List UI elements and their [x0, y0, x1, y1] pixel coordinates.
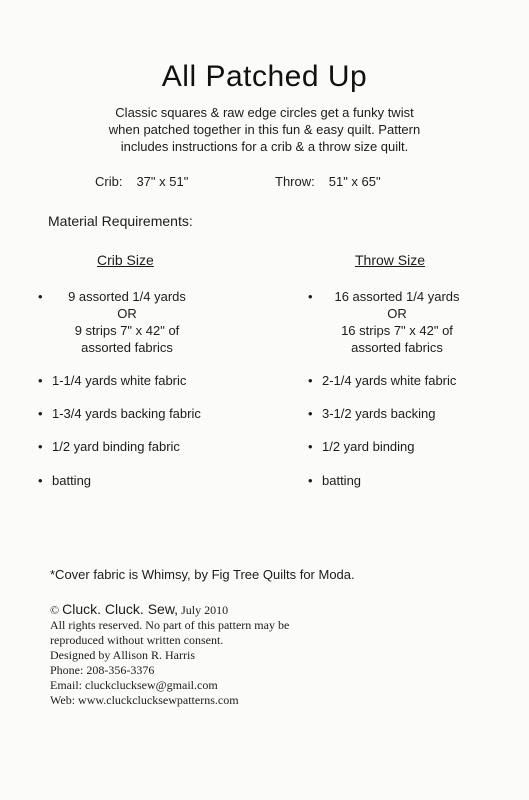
phone-line: Phone: 208-356-3376 [50, 663, 155, 677]
bullet-icon: • [38, 373, 43, 388]
intro-paragraph [40, 104, 489, 155]
brand-name: Cluck. Cluck. Sew, [62, 601, 179, 617]
copyright-icon: © [50, 603, 60, 617]
throw-item2: 2-1/4 yards white fabric [322, 373, 457, 388]
web-line: Web: www.cluckclucksewpatterns.com [50, 693, 239, 707]
rights-line: reproduced without written consent. [50, 633, 224, 647]
list-item [38, 438, 180, 455]
footer-credits [50, 602, 289, 708]
bullet-icon: • [308, 373, 313, 388]
intro-line: includes instructions for a crib & a throw size quilt. [120, 139, 409, 154]
materials-heading: Material Requirements: [48, 213, 193, 229]
email-line: Email: cluckclucksew@gmail.com [50, 678, 218, 692]
list-item [38, 372, 186, 389]
copyright-line [50, 602, 289, 618]
throw-item4: 1/2 yard binding [322, 439, 415, 454]
intro-line: Classic squares & raw edge circles get a funky twist [115, 105, 414, 120]
crib-item1-line: OR [117, 306, 137, 321]
bullet-icon: • [308, 406, 313, 421]
rights-line: All rights reserved. No part of this pattern may be [50, 618, 290, 632]
crib-item2: 1-1/4 yards white fabric [52, 373, 187, 388]
throw-item1-line: assorted fabrics [351, 340, 443, 355]
list-item [308, 472, 361, 489]
crib-item1-line: 9 assorted 1/4 yards [68, 289, 186, 304]
crib-size-heading: Crib Size [97, 252, 154, 268]
list-item [38, 472, 91, 489]
throw-item1-line: OR [387, 306, 407, 321]
throw-size-heading: Throw Size [355, 252, 426, 268]
throw-item1-line: 16 assorted 1/4 yards [334, 289, 460, 304]
list-item [308, 288, 472, 356]
crib-dimensions [95, 174, 188, 189]
throw-dimensions [275, 174, 381, 189]
copyright-date: July 2010 [181, 603, 229, 617]
list-item [308, 405, 435, 422]
bullet-icon: • [38, 473, 43, 488]
crib-item1-line: 9 strips 7" x 42" of [74, 323, 180, 338]
bullet-icon: • [38, 406, 43, 421]
crib-item1-line: assorted fabrics [81, 340, 173, 355]
crib-item4: 1/2 yard binding fabric [52, 439, 180, 454]
list-item [38, 405, 201, 422]
list-item [308, 372, 456, 389]
list-item [308, 438, 415, 455]
page-title: All Patched Up [161, 60, 368, 93]
cover-fabric-note: *Cover fabric is Whimsy, by Fig Tree Quilts for Moda. [50, 567, 355, 582]
bullet-icon: • [38, 289, 43, 304]
crib-item3: 1-3/4 yards backing fabric [52, 406, 201, 421]
intro-line: when patched together in this fun & easy quilt. Pattern [108, 122, 421, 137]
throw-item1-line: 16 strips 7" x 42" of [341, 323, 453, 338]
throw-dimension-label: Throw: [275, 174, 315, 189]
crib-dimension-value: 37" x 51" [136, 174, 189, 189]
list-item [38, 288, 202, 356]
bullet-icon: • [38, 439, 43, 454]
designer-credit: Designed by Allison R. Harris [50, 648, 195, 662]
throw-dimension-value: 51" x 65" [328, 174, 381, 189]
bullet-icon: • [308, 289, 313, 304]
bullet-icon: • [308, 473, 313, 488]
crib-item5: batting [52, 473, 92, 488]
crib-dimension-label: Crib: [95, 174, 123, 189]
bullet-icon: • [308, 439, 313, 454]
throw-item3: 3-1/2 yards backing [322, 406, 436, 421]
throw-item5: batting [322, 473, 362, 488]
